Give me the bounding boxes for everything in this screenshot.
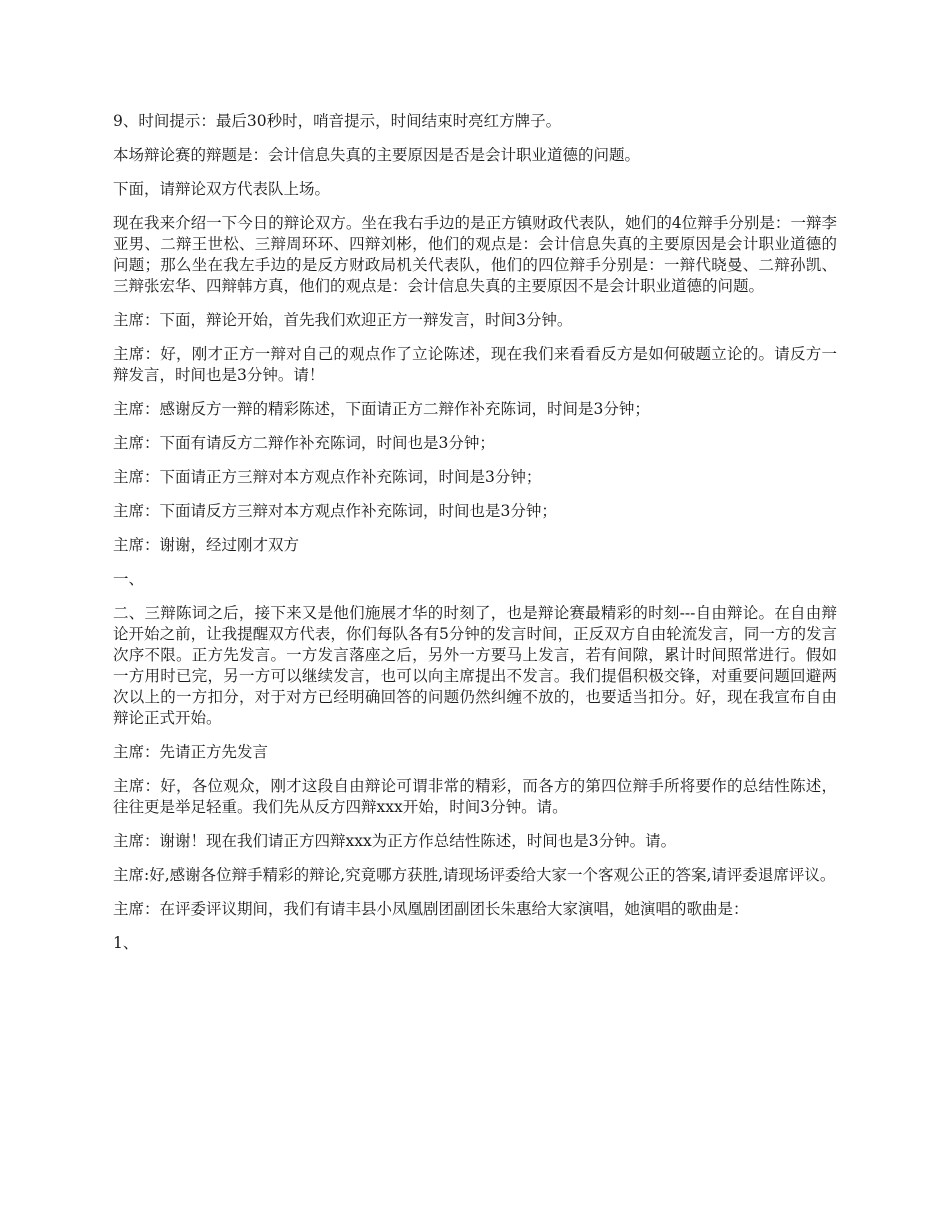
paragraph-chair-closing-con: 主席：好，各位观众，刚才这段自由辩论可谓非常的精彩，而各方的第四位辩手所将要作的总结性陈述，往往更是举足轻重。我们先从反方四辩xxx开始，时间3分钟。请。 (113, 777, 837, 816)
document-body (113, 111, 837, 967)
paragraph-chair-judges: 主席:好,感谢各位辩手精彩的辩论,究竟哪方获胜,请现场评委给大家一个客观公正的答案,请评委退席评议。 (113, 866, 836, 884)
paragraph-chair-pro-third: 主席：下面请正方三辩对本方观点作补充陈词，时间是3分钟； (113, 468, 542, 486)
paragraph-time-hint: 9、时间提示：最后30秒时，哨音提示，时间结束时亮红方牌子。 (113, 112, 562, 130)
paragraph-chair-closing-pro: 主席：谢谢！现在我们请正方四辩xxx为正方作总结性陈述，时间也是3分钟。请。 (113, 832, 677, 850)
paragraph-chair-pro-second: 主席：感谢反方一辩的精彩陈述，下面请正方二辩作补充陈词，时间是3分钟； (113, 400, 650, 418)
paragraph-chair-pro-begins: 主席：先请正方先发言 (113, 743, 269, 761)
paragraph-list-item-1: 1、 (113, 934, 139, 952)
paragraph-team-introduction: 现在我来介绍一下今日的辩论双方。坐在我右手边的是正方镇财政代表队，她们的4位辩手分别是：一辩李亚男、二辩王世松、三辩周环环、四辩刘彬，他们的观点是：会计信息失真的主要原因是会计职业道德的问题；那么坐在我左手边的是反方财政局机关代表队，他们的四位辩手分别是：一辩代晓曼、二辩孙凯、三辩张宏华、四辩韩方真，他们的观点是：会计信息失真的主要原因不是会计职业道德的问题。 (113, 214, 837, 295)
paragraph-free-debate-rules: 二、三辩陈词之后，接下来又是他们施展才华的时刻了，也是辩论赛最精彩的时刻---自由辩论。在自由辩论开始之前，让我提醒双方代表，你们每队各有5分钟的发言时间，正反双方自由轮流发言，同一方的发言次序不限。正方先发言。一方发言落座之后，另外一方要马上发言，若有间隙，累计时间照常进行。假如一方用时已完，另一方可以继续发言，也可以向主席提出不发言。我们提倡积极交锋，对重要问题回避两次以上的一方扣分，对于对方已经明确回答的问题仍然纠缠不放的，也要适当扣分。好，现在我宣布自由辩论正式开始。 (113, 604, 837, 727)
paragraph-chair-con-third: 主席：下面请反方三辩对本方观点作补充陈词，时间也是3分钟； (113, 502, 557, 520)
paragraph-chair-con-second: 主席：下面有请反方二辩作补充陈词，时间也是3分钟； (113, 434, 495, 452)
paragraph-chair-thanks: 主席：谢谢，经过刚才双方 (113, 536, 300, 554)
paragraph-teams-enter: 下面，请辩论双方代表队上场。 (113, 180, 331, 198)
paragraph-debate-topic: 本场辩论赛的辩题是：会计信息失真的主要原因是否是会计职业道德的问题。 (113, 146, 641, 164)
paragraph-list-one: 一、 (113, 570, 145, 588)
paragraph-chair-opening: 主席：下面，辩论开始，首先我们欢迎正方一辩发言，时间3分钟。 (113, 311, 573, 329)
paragraph-chair-performance: 主席：在评委评议期间，我们有请丰县小凤凰剧团副团长朱惠给大家演唱，她演唱的歌曲是： (113, 900, 749, 918)
paragraph-chair-con-first: 主席：好，刚才正方一辩对自己的观点作了立论陈述，现在我们来看看反方是如何破题立论的。请反方一辩发言，时间也是3分钟。请！ (113, 345, 837, 384)
